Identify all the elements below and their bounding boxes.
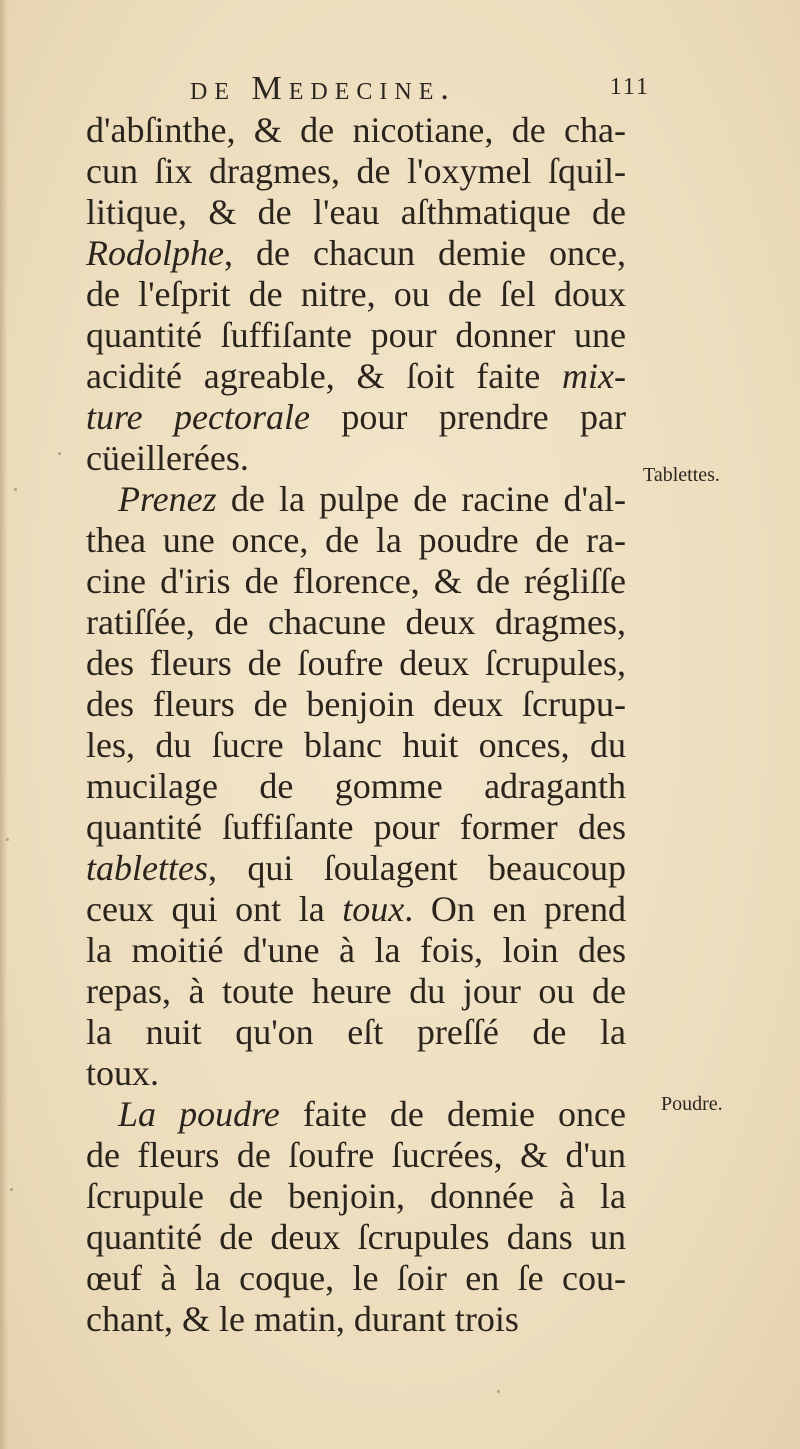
- italic-segment: mix-: [562, 356, 626, 396]
- text-line: [86, 1135, 626, 1176]
- text-segment: ſcrupule de benjoin, donnée à la: [86, 1176, 626, 1216]
- text-segment: les, du ſucre blanc huit onces, du: [86, 725, 626, 765]
- text-segment: cüeillerées.: [86, 438, 249, 478]
- text-segment: la nuit qu'on eſt preſſé de la: [86, 1012, 626, 1052]
- text-segment: . On en prend: [404, 889, 626, 929]
- text-line: [86, 1258, 626, 1299]
- text-line: [86, 315, 626, 356]
- italic-segment: Prenez: [118, 479, 217, 519]
- text-line: [86, 110, 626, 151]
- text-line: [86, 1053, 626, 1094]
- page-number: 111: [609, 74, 650, 100]
- text-line: [86, 684, 626, 725]
- text-segment: de la pulpe de racine d'al-: [216, 479, 626, 519]
- ink-speck: [6, 838, 9, 841]
- text-segment: cun ſix dragmes, de l'oxymel ſquil-: [86, 151, 626, 191]
- text-line: [86, 1012, 626, 1053]
- text-segment: des fleurs de benjoin deux ſcrupu-: [86, 684, 626, 724]
- italic-segment: toux: [342, 889, 405, 929]
- text-line: [86, 930, 626, 971]
- text-line: [86, 356, 626, 397]
- text-line: [86, 1176, 626, 1217]
- body-text: [86, 110, 626, 1340]
- text-line: [86, 848, 626, 889]
- page-edge-shadow: [0, 0, 8, 1449]
- text-segment: de l'eſprit de nitre, ou de ſel doux: [86, 274, 626, 314]
- text-line: [86, 561, 626, 602]
- text-line: [86, 643, 626, 684]
- text-line: [86, 151, 626, 192]
- italic-segment: Rodolphe: [86, 233, 224, 273]
- text-segment: de fleurs de ſoufre ſucrées, & d'un: [86, 1135, 626, 1175]
- text-segment: acidité agreable, & ſoit faite: [86, 356, 563, 396]
- margin-note-tablettes: Tablettes.: [643, 464, 720, 486]
- text-line: [86, 1217, 626, 1258]
- italic-segment: tablettes: [86, 848, 208, 888]
- text-segment: pour prendre par: [309, 397, 626, 437]
- text-segment: quantité ſuffiſante pour former des: [86, 807, 626, 847]
- ink-speck: [497, 1390, 500, 1393]
- text-segment: mucilage de gomme adraganth: [86, 766, 626, 806]
- text-segment: , qui ſoulagent beaucoup: [207, 848, 626, 888]
- text-segment: repas, à toute heure du jour ou de: [86, 971, 626, 1011]
- header-title: de Medecine.: [190, 70, 456, 107]
- text-segment: toux.: [86, 1053, 160, 1093]
- text-line: [86, 397, 626, 438]
- text-line: [86, 725, 626, 766]
- ink-speck: [10, 1188, 13, 1191]
- text-segment: la moitié d'une à la fois, loin des: [86, 930, 626, 970]
- running-header: [190, 70, 650, 114]
- text-segment: quantité ſuffiſante pour donner une: [86, 315, 626, 355]
- text-line: [86, 520, 626, 561]
- text-line: [86, 192, 626, 233]
- text-line: [86, 971, 626, 1012]
- text-segment: des fleurs de ſoufre deux ſcrupules,: [86, 643, 626, 683]
- text-line: [86, 1299, 626, 1340]
- italic-segment: La poudre: [118, 1094, 280, 1134]
- text-segment: faite de demie once: [279, 1094, 626, 1134]
- text-segment: thea une once, de la poudre de ra-: [86, 520, 626, 560]
- text-segment: d'abſinthe, & de nicotiane, de cha-: [86, 110, 626, 150]
- italic-segment: ture pectorale: [86, 397, 310, 437]
- text-line: [86, 1094, 626, 1135]
- text-line: [86, 233, 626, 274]
- text-segment: quantité de deux ſcrupules dans un: [86, 1217, 626, 1257]
- text-segment: chant, & le matin, durant trois: [86, 1299, 519, 1339]
- text-segment: ceux qui ont la: [86, 889, 343, 929]
- ink-speck: [14, 488, 17, 491]
- text-segment: litique, & de l'eau aſthmatique de: [86, 192, 626, 232]
- text-line: [86, 807, 626, 848]
- text-segment: ratiſſée, de chacune deux dragmes,: [86, 602, 626, 642]
- text-line: [86, 602, 626, 643]
- text-line: [86, 889, 626, 930]
- text-segment: cine d'iris de florence, & de régliſſe: [86, 561, 626, 601]
- text-segment: œuf à la coque, le ſoir en ſe cou-: [86, 1258, 626, 1298]
- text-line: [86, 766, 626, 807]
- text-line: [86, 438, 626, 479]
- text-segment: , de chacun demie once,: [223, 233, 626, 273]
- ink-speck: [58, 452, 61, 455]
- text-line: [86, 274, 626, 315]
- margin-note-poudre: Poudre.: [661, 1093, 723, 1115]
- text-line: [86, 479, 626, 520]
